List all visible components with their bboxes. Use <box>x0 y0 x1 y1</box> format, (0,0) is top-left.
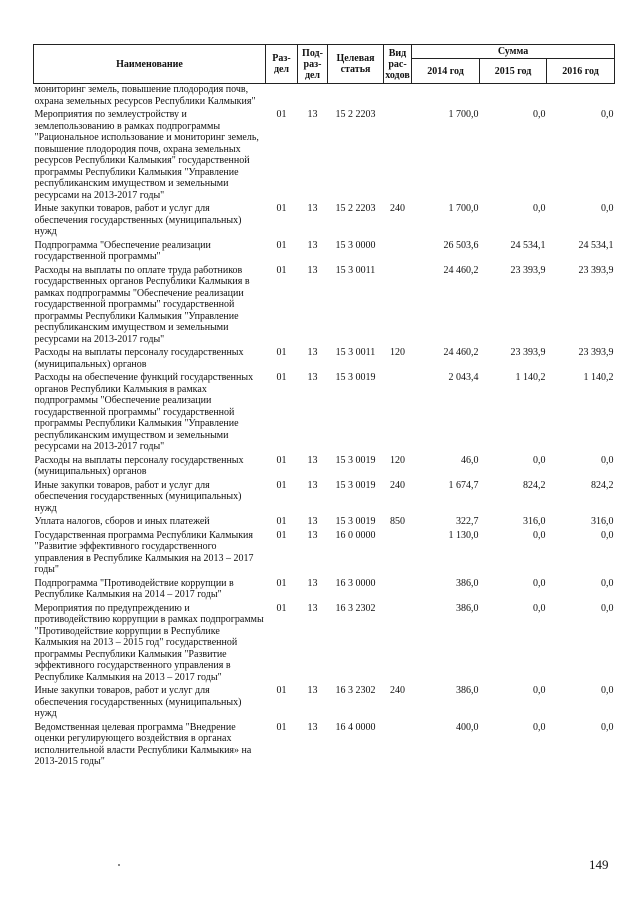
cell-razdel: 01 <box>276 109 287 120</box>
cell-podrazdel: 13 <box>307 203 318 214</box>
cell-2015: 23 393,9 <box>510 347 546 358</box>
cell-name: Иные закупки товаров, работ и услуг для обеспечения государственных (муниципальных) нужд <box>34 203 242 237</box>
cell-target-article: 15 2 2203 <box>335 203 376 214</box>
cell-2016: 0,0 <box>601 602 614 614</box>
header-expense-type: Вид рас- ходов <box>384 45 412 84</box>
table-row <box>34 603 615 686</box>
cell-2015 <box>480 84 547 110</box>
cell-2014: 386,0 <box>456 577 479 589</box>
cell-podrazdel: 13 <box>307 721 318 733</box>
cell-expense-type: 120 <box>390 347 405 358</box>
cell-name: Государственная программа Республики Калмыкия "Развитие эффективного государственного управления в Республике Калмыкия на 2013 – 2017 годы" <box>34 529 254 575</box>
table-row <box>34 480 615 517</box>
cell-razdel: 01 <box>276 239 287 251</box>
header-year-2015: 2015 год <box>480 59 547 84</box>
cell-podrazdel: 13 <box>307 479 318 491</box>
cell-target-article: 15 3 0019 <box>335 372 376 383</box>
cell-2016: 0,0 <box>601 454 614 466</box>
cell-name: Расходы на обеспечение функций государственных органов Республики Калмыкия в рамках подпрограммы "Обеспечение реализации государственной программы" государственной программы Республики Калмыкия "Управление республиканским имуществом и земельными ресурсами на 2013-2017 годы" <box>34 372 254 452</box>
cell-name: Расходы на выплаты персоналу государственных (муниципальных) органов <box>34 454 244 477</box>
cell-2014: 26 503,6 <box>443 239 479 251</box>
cell-2016: 1 140,2 <box>583 372 614 383</box>
cell-2015: 0,0 <box>533 602 546 614</box>
cell-podrazdel: 13 <box>307 347 318 358</box>
cell-name: Уплата налогов, сборов и иных платежей <box>34 516 210 527</box>
cell-expense-type <box>384 530 412 578</box>
cell-expense-type <box>384 603 412 686</box>
cell-2016: 0,0 <box>601 109 614 120</box>
cell-2014: 2 043,4 <box>448 372 479 383</box>
table-row <box>34 722 615 770</box>
cell-2015: 0,0 <box>533 203 546 214</box>
table-row <box>34 516 615 530</box>
cell-2016: 0,0 <box>601 529 614 541</box>
cell-podrazdel: 13 <box>307 109 318 120</box>
cell-2015: 0,0 <box>533 454 546 466</box>
cell-razdel: 01 <box>276 721 287 733</box>
table-header <box>34 45 615 84</box>
table-row <box>34 203 615 240</box>
cell-podrazdel: 13 <box>307 372 318 383</box>
cell-podrazdel: 13 <box>307 264 318 276</box>
cell-expense-type: 850 <box>390 516 405 527</box>
cell-2014: 46,0 <box>461 454 479 466</box>
cell-target-article: 16 4 0000 <box>335 721 376 733</box>
page-number: 149 <box>589 857 609 872</box>
cell-2014: 400,0 <box>456 721 479 733</box>
cell-razdel: 01 <box>276 479 287 491</box>
table-row <box>34 372 615 455</box>
cell-podrazdel: 13 <box>307 239 318 251</box>
cell-expense-type: 240 <box>390 685 405 696</box>
cell-2015: 0,0 <box>533 721 546 733</box>
table-row <box>34 84 615 110</box>
cell-razdel: 01 <box>276 577 287 589</box>
table-row <box>34 578 615 603</box>
cell-2016: 0,0 <box>601 685 614 696</box>
cell-podrazdel: 13 <box>307 529 318 541</box>
cell-2015: 24 534,1 <box>510 239 546 251</box>
cell-target-article: 15 3 0011 <box>335 347 376 358</box>
cell-name: Подпрограмма "Противодействие коррупции в Республике Калмыкия на 2014 – 2017 годы" <box>34 577 234 600</box>
cell-2016: 23 393,9 <box>578 264 614 276</box>
cell-razdel: 01 <box>276 529 287 541</box>
table-row <box>34 455 615 480</box>
cell-2016: 24 534,1 <box>578 239 614 251</box>
header-podrazdel: Под- раз- дел <box>298 45 328 84</box>
cell-target-article: 15 3 0011 <box>335 264 376 276</box>
cell-razdel: 01 <box>276 454 287 466</box>
cell-expense-type: 120 <box>390 454 405 466</box>
cell-podrazdel: 13 <box>307 454 318 466</box>
cell-2015: 23 393,9 <box>510 264 546 276</box>
cell-name: Расходы на выплаты персоналу государственных (муниципальных) органов <box>34 347 244 370</box>
cell-name: Мероприятия по землеустройству и землепользованию в рамках подпрограммы "Рациональное использование и мониторинг земель, повышение плодородия почв, охрана земельных ресурсов Республики Калмыкия" государственной программы Республики Калмыкия "Управление республиканским имуществом и земельными ресурсами на 2013-2017 годы" <box>34 109 259 201</box>
cell-2014: 1 130,0 <box>448 529 479 541</box>
header-year-2014: 2014 год <box>412 59 480 84</box>
table-row <box>34 685 615 722</box>
cell-2014: 24 460,2 <box>443 264 479 276</box>
cell-expense-type <box>384 84 412 110</box>
cell-expense-type: 240 <box>390 479 405 491</box>
cell-2016 <box>547 84 615 110</box>
cell-target-article: 15 2 2203 <box>335 109 376 120</box>
cell-expense-type: 240 <box>390 203 405 214</box>
cell-podrazdel: 13 <box>307 516 318 527</box>
header-razdel: Раз- дел <box>266 45 298 84</box>
cell-2016: 0,0 <box>601 721 614 733</box>
cell-2014: 1 700,0 <box>448 203 479 214</box>
table-row <box>34 347 615 372</box>
cell-2016: 0,0 <box>601 203 614 214</box>
cell-name: мониторинг земель, повышение плодородия почв, охрана земельных ресурсов Республики Калмыкия" <box>34 84 256 107</box>
header-target-article: Целевая статья <box>328 45 384 84</box>
cell-2016: 824,2 <box>591 479 614 491</box>
cell-name: Иные закупки товаров, работ и услуг для обеспечения государственных (муниципальных) нужд <box>34 479 242 514</box>
cell-razdel <box>266 84 298 110</box>
scan-speck <box>118 864 120 866</box>
cell-target-article: 15 3 0019 <box>335 516 376 527</box>
table-body <box>34 84 615 770</box>
header-sum: Сумма <box>412 45 615 59</box>
cell-target-article: 15 3 0000 <box>335 239 376 251</box>
cell-target-article: 16 3 0000 <box>335 577 376 589</box>
cell-expense-type <box>384 109 412 203</box>
cell-expense-type <box>384 372 412 455</box>
cell-2015: 0,0 <box>533 577 546 589</box>
cell-target-article: 16 0 0000 <box>335 529 376 541</box>
cell-podrazdel <box>298 84 328 110</box>
cell-razdel: 01 <box>276 685 287 696</box>
cell-podrazdel: 13 <box>307 685 318 696</box>
cell-expense-type <box>384 265 412 348</box>
table-row <box>34 240 615 265</box>
cell-razdel: 01 <box>276 602 287 614</box>
cell-name: Ведомственная целевая программа "Внедрение оценки регулирующего воздействия в органах исполнительной власти Республики Калмыкия» на 2013-2015 годы" <box>34 721 252 767</box>
cell-name: Расходы на выплаты по оплате труда работников государственных органов Республики Калмыкия в рамках подпрограммы "Обеспечение реализации государственной программы" государственной программы Республики Калмыкия "Управление республиканским имуществом и земельными ресурсами на 2013-2017 годы" <box>34 264 250 345</box>
cell-2016: 0,0 <box>601 577 614 589</box>
table-row <box>34 109 615 203</box>
cell-2014: 1 700,0 <box>448 109 479 120</box>
cell-2015: 1 140,2 <box>515 372 546 383</box>
cell-expense-type <box>384 578 412 603</box>
cell-2014: 386,0 <box>456 602 479 614</box>
header-year-2016: 2016 год <box>547 59 615 84</box>
budget-table <box>33 44 615 770</box>
cell-target-article: 15 3 0019 <box>335 479 376 491</box>
cell-razdel: 01 <box>276 264 287 276</box>
cell-2015: 824,2 <box>523 479 546 491</box>
cell-target-article: 16 3 2302 <box>335 685 376 696</box>
cell-podrazdel: 13 <box>307 577 318 589</box>
cell-target-article: 15 3 0019 <box>335 454 376 466</box>
cell-2015: 0,0 <box>533 685 546 696</box>
cell-expense-type <box>384 722 412 770</box>
cell-2014: 322,7 <box>456 516 479 527</box>
cell-razdel: 01 <box>276 372 287 383</box>
cell-expense-type <box>384 240 412 265</box>
cell-razdel: 01 <box>276 347 287 358</box>
cell-razdel: 01 <box>276 203 287 214</box>
cell-2014 <box>412 84 480 110</box>
cell-2016: 316,0 <box>591 516 614 527</box>
cell-2016: 23 393,9 <box>578 347 614 358</box>
cell-name: Мероприятия по предупреждению и противодействию коррупции в рамках подпрограммы "Противодействие коррупции в Республике Калмыкия на 2013 – 2015 год" государственной программы Республики Калмыкия "Развитие эффективного государственного управления в Республике Калмыкия на 2013 – 2017 годы" <box>34 602 264 683</box>
cell-2015: 0,0 <box>533 529 546 541</box>
cell-2014: 24 460,2 <box>443 347 479 358</box>
cell-target-article <box>328 84 384 110</box>
cell-name: Подпрограмма "Обеспечение реализации государственной программы" <box>34 239 211 262</box>
cell-target-article: 16 3 2302 <box>335 602 376 614</box>
table-row <box>34 265 615 348</box>
header-name: Наименование <box>34 45 266 84</box>
cell-2014: 1 674,7 <box>448 479 479 491</box>
cell-podrazdel: 13 <box>307 602 318 614</box>
cell-name: Иные закупки товаров, работ и услуг для обеспечения государственных (муниципальных) нужд <box>34 685 242 719</box>
table-row <box>34 530 615 578</box>
cell-razdel: 01 <box>276 516 287 527</box>
cell-2015: 0,0 <box>533 109 546 120</box>
cell-2014: 386,0 <box>456 685 479 696</box>
cell-2015: 316,0 <box>523 516 546 527</box>
